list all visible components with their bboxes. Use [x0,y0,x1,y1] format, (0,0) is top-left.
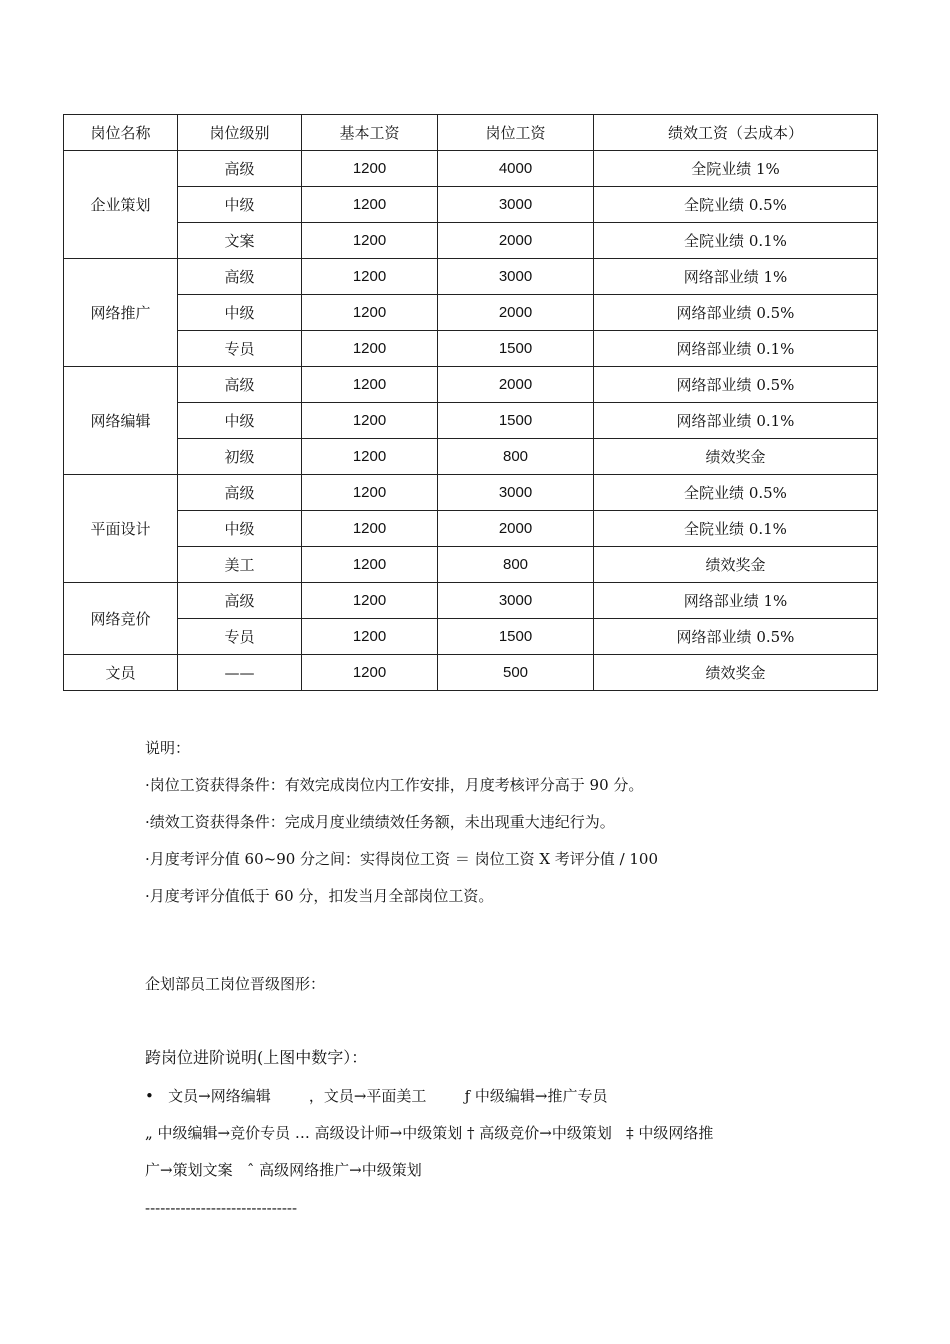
post-salary-cell: 500 [438,655,594,691]
post-level-cell: 高级 [178,259,302,295]
post-salary-cell: 1500 [438,619,594,655]
performance-salary-cell: 网络部业绩 0.1% [594,403,878,439]
post-level-cell: 初级 [178,439,302,475]
post-salary-cell: 2000 [438,367,594,403]
table-row [64,187,878,223]
post-salary-cell: 800 [438,547,594,583]
post-salary-cell: 2000 [438,223,594,259]
post-salary-cell: 3000 [438,259,594,295]
base-salary-cell: 1200 [302,547,438,583]
post-salary-cell: 1500 [438,403,594,439]
table-row [64,619,878,655]
base-salary-cell: 1200 [302,259,438,295]
post-level-cell: —— [178,655,302,691]
cross-post-title: 跨岗位进阶说明(上图中数字）： [145,1048,368,1067]
table-row [64,439,878,475]
note-item: ·岗位工资获得条件：有效完成岗位内工作安排，月度考核评分高于 90 分。 [145,776,644,794]
table-row [64,259,878,295]
cross-post-line: 广→策划文案 ˆ 高级网络推广→中级策划 [145,1161,422,1179]
base-salary-cell: 1200 [302,655,438,691]
note-item: ·月度考评分值 60~90 分之间：实得岗位工资 ＝ 岗位工资 X 考评分值 / 100 [145,850,659,868]
performance-salary-cell: 全院业绩 1% [594,151,878,187]
post-level-cell: 高级 [178,475,302,511]
table-header-row [64,115,878,151]
table-row [64,403,878,439]
base-salary-cell: 1200 [302,187,438,223]
performance-salary-cell: 全院业绩 0.5% [594,475,878,511]
cross-post-line: „ 中级编辑→竞价专员 … 高级设计师→中级策划 † 高级竞价→中级策划 ‡ 中级网络推 [145,1124,714,1142]
post-level-cell: 高级 [178,367,302,403]
table-row [64,331,878,367]
base-salary-cell: 1200 [302,619,438,655]
post-name-cell: 企业策划 [64,151,178,259]
base-salary-cell: 1200 [302,403,438,439]
base-salary-cell: 1200 [302,439,438,475]
base-salary-cell: 1200 [302,475,438,511]
post-salary-cell: 2000 [438,295,594,331]
base-salary-cell: 1200 [302,511,438,547]
post-salary-cell: 3000 [438,475,594,511]
post-level-cell: 专员 [178,619,302,655]
post-name-cell: 网络推广 [64,259,178,367]
table-row [64,583,878,619]
post-name-cell: 网络编辑 [64,367,178,475]
post-salary-cell: 4000 [438,151,594,187]
post-level-cell: 中级 [178,403,302,439]
performance-salary-cell: 绩效奖金 [594,547,878,583]
table-row [64,475,878,511]
performance-salary-cell: 网络部业绩 1% [594,583,878,619]
header-performance-salary: 绩效工资（去成本） [594,115,878,151]
post-level-cell: 专员 [178,331,302,367]
post-level-cell: 美工 [178,547,302,583]
table-row [64,655,878,691]
post-level-cell: 中级 [178,187,302,223]
performance-salary-cell: 绩效奖金 [594,655,878,691]
header-post-level: 岗位级别 [178,115,302,151]
post-level-cell: 高级 [178,583,302,619]
promotion-chart-title: 企划部员工岗位晋级图形： [145,975,326,993]
post-salary-cell: 800 [438,439,594,475]
post-salary-cell: 3000 [438,583,594,619]
post-level-cell: 中级 [178,511,302,547]
base-salary-cell: 1200 [302,295,438,331]
post-level-cell: 文案 [178,223,302,259]
performance-salary-cell: 网络部业绩 0.5% [594,295,878,331]
note-item: ·绩效工资获得条件：完成月度业绩绩效任务额，未出现重大违纪行为。 [145,813,615,831]
separator-line: ------------------------------ [145,1199,298,1217]
table-body [64,151,878,691]
performance-salary-cell: 全院业绩 0.5% [594,187,878,223]
post-name-cell: 平面设计 [64,475,178,583]
table-row [64,151,878,187]
post-level-cell: 中级 [178,295,302,331]
performance-salary-cell: 网络部业绩 0.5% [594,367,878,403]
post-name-cell: 网络竞价 [64,583,178,655]
base-salary-cell: 1200 [302,367,438,403]
header-post-salary: 岗位工资 [438,115,594,151]
base-salary-cell: 1200 [302,583,438,619]
performance-salary-cell: 网络部业绩 0.1% [594,331,878,367]
post-salary-cell: 2000 [438,511,594,547]
cross-post-line: • 文员→网络编辑 ，文员→平面美工 ƒ 中级编辑→推广专员 [145,1087,608,1105]
performance-salary-cell: 网络部业绩 1% [594,259,878,295]
salary-table [63,114,878,691]
table-row [64,511,878,547]
table-row [64,223,878,259]
post-salary-cell: 3000 [438,187,594,223]
note-item: ·月度考评分值低于 60 分，扣发当月全部岗位工资。 [145,887,494,905]
notes-title: 说明： [145,739,191,757]
performance-salary-cell: 全院业绩 0.1% [594,223,878,259]
base-salary-cell: 1200 [302,331,438,367]
performance-salary-cell: 网络部业绩 0.5% [594,619,878,655]
header-base-salary: 基本工资 [302,115,438,151]
table-row [64,295,878,331]
performance-salary-cell: 绩效奖金 [594,439,878,475]
post-salary-cell: 1500 [438,331,594,367]
base-salary-cell: 1200 [302,151,438,187]
table-row [64,547,878,583]
table-row [64,367,878,403]
post-level-cell: 高级 [178,151,302,187]
base-salary-cell: 1200 [302,223,438,259]
header-post-name: 岗位名称 [64,115,178,151]
performance-salary-cell: 全院业绩 0.1% [594,511,878,547]
post-name-cell: 文员 [64,655,178,691]
